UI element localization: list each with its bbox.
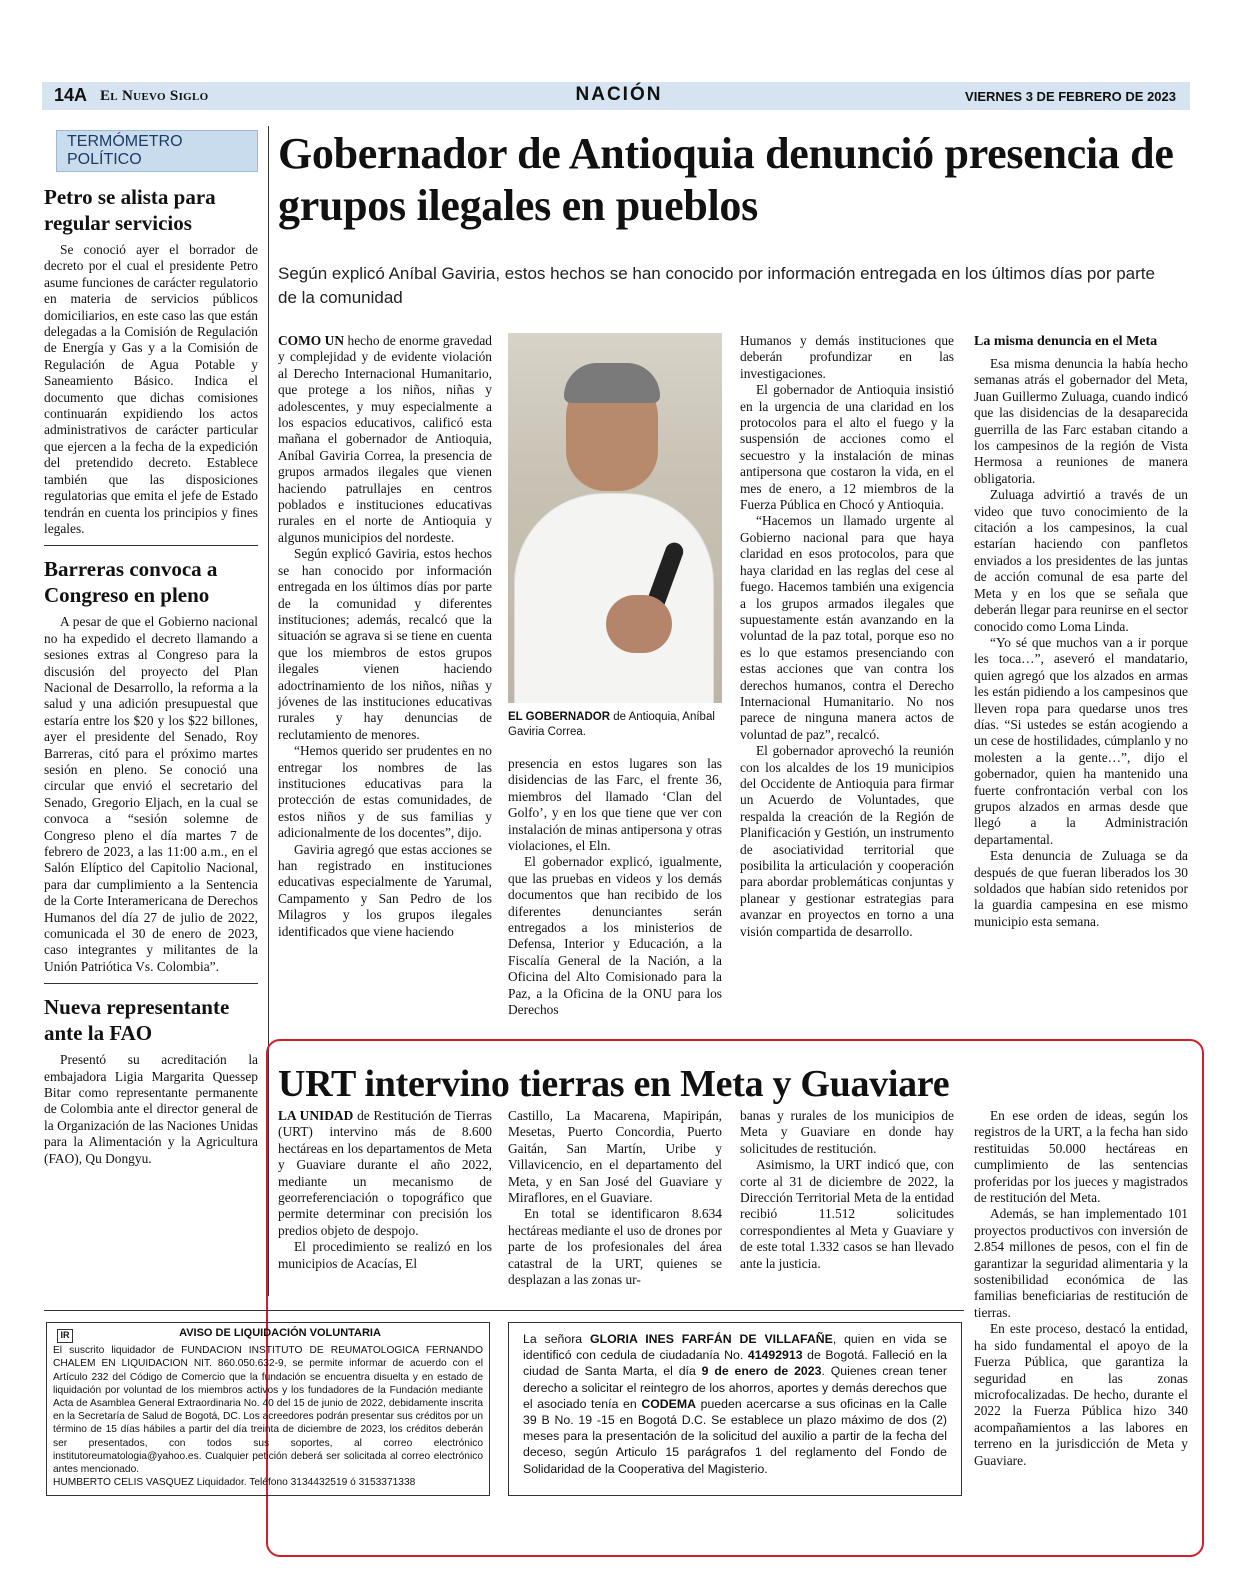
main-article-col-1 [278,333,492,940]
notice-body: El suscrito liquidador de FUNDACION INSTITUTO DE REUMATOLOGICA FERNANDO CHALEM EN LIQUIDACION NIT. 860.050.632-9, se permite informar de acuerdo con el Artículo 232 del Código de Comercio que la fundación se encuentra disuelta y en estado de liquidación por voluntad de los miembros activos y los fundadores de la Fundación mediante Acta de Asamblea General Extraordinaria No. 40 del 15 de junio de 2022, debidamente inscrita en la Secretaría de Salud de Bogotá, DC. Los acreedores podrán presentar sus créditos por un término de 15 días hábiles a partir del día treinta de diciembre de 2023, los créditos deberán ser presentados, con todos sus soportes, al correo electrónico institutoreumatologia@yahoo.es. Cualquier petición deberá ser solicitada al correo electrónico antes mencionado. [53,1345,483,1476]
article-paragraph: El gobernador aprovechó la reunión con los alcaldes de los 19 municipios del Occidente de Antioquia para firmar un Acuerdo de Voluntades, que respalda la creación de la Región de Planificación y Gestión, un instrumento de asociatividad territorial que posibilita la articulación y cooperación para abordar problemáticas conjuntas y planear y gestionar estrategias para avanzar en proyectos en torno a una visión compartida de desarrollo. [740,743,954,939]
sidebar-story [44,556,258,975]
sidebar-story [44,184,258,537]
article-lead: COMO UN [278,333,345,348]
article-text: hecho de enorme gravedad y complejidad y de evidente violación al Derecho Internacional Humanitario, que protege a los niños, niñas y adolescentes, y muy especialmente a los espacios educativos, calificó esta mañana el gobernador de Antioquia, Aníbal Gaviria Correa, la presencia de grupos armados ilegales que vienen haciendo patrullajes en centros poblados e instituciones educativas rurales en el norte de Antioquia y algunos municipios del nordeste. [278,333,492,545]
sidebar-story-body: Presentó su acreditación la embajadora Ligia Margarita Quessep Bitar como representante permanente de Colombia ante el director general de la Organización de las Naciones Unidas para la Alimentación y la Agricultura (FAO), Qu Dongyu. [44,1052,258,1166]
termometro-politico-sidebar [44,130,258,1167]
main-article-col-4 [974,333,1188,930]
article-paragraph [278,333,492,546]
urt-article-col-1 [278,1108,492,1272]
main-headline: Gobernador de Antioquia denunció presencia de grupos ilegales en pueblos [278,129,1174,230]
caption-lead: EL GOBERNADOR [508,711,611,723]
urt-article-col-4 [974,1108,1188,1469]
foundation-logo-icon: IR [57,1329,73,1343]
article-paragraph: En este proceso, destacó la entidad, ha sido fundamental el apoyo de la Fuerza Pública, que garantiza la seguridad en las zonas microfocalizadas. De hecho, durante el 2022 la Fuerza Pública hizo 340 acompañamientos a las labores en terreno en la jurisdicción de Meta y Guaviare. [974,1321,1188,1468]
urt-article-col-2 [508,1108,722,1288]
notice-text: La señora [523,1332,591,1346]
notice-signature: HUMBERTO CELIS VASQUEZ Liquidador. Teléfono 3134432519 ó 3153371338 [53,1477,416,1489]
sidebar-story-body: A pesar de que el Gobierno nacional no ha expedido el decreto llamando a sesiones extras al Congreso para la discusión del proyecto del Plan Nacional de Desarrollo, la reforma a la salud y una adición presupuestal que estaría entre los $20 y los $22 billones, ayer el presidente del Senado, Roy Barreras, citó para el próximo martes sesión en pleno. Se conoció una circular que envió el secretario del Senado, Gregorio Eljach, en la cual se convoca a “sesión solemne de Congreso pleno el día martes 7 de febrero de 2023, a las 11:00 a.m., en el Salón Elíptico del Capitolio Nacional, para dar cumplimiento a la Sentencia de la Corte Interamericana de Derechos Humanos del día 27 de julio de 2022, comunicada el 30 de enero de 2023, caso integrantes y militantes de la Unión Patriótica Vs. Colombia”. [44,614,258,974]
urt-headline: URT intervino tierras en Meta y Guaviare [278,1063,950,1105]
sidebar-story-title: Barreras convoca a Congreso en pleno [44,557,218,608]
article-paragraph: “Hacemos un llamado urgente al Gobierno nacional para que haya claridad en esos protocolos, para que haya claridad en las reglas del cese al fuego. Hacemos también una exigencia a los grupos armados ilegales que supuestamente están avanzando en la voluntad de la paz total, porque eso no es lo que estamos presenciando con estas acciones que van contra los derechos humanos, contra el Derecho Internacional Humanitario. No nos parece de ninguna manera actos de voluntad de paz”, recalcó. [740,513,954,742]
notice-text: de Bogotá. Falleció en la ciudad de Santa Marta, el día [523,1348,947,1379]
organization-name: CODEMA [641,1396,696,1411]
article-paragraph: Asimismo, la URT indicó que, con corte al 31 de diciembre de 2022, la Dirección Territorial Meta de la entidad recibió 11.512 solicitudes correspondientes al Meta y Guaviare y de este total 1.332 casos se han llevado ante la justicia. [740,1157,954,1271]
article-subhead: La misma denuncia en el Meta [974,334,1158,349]
liquidation-notice [46,1322,490,1496]
article-paragraph: En ese orden de ideas, según los registros de la URT, a la fecha han sido restituidas 50.000 hectáreas en cumplimiento de las sentencias proferidas por los jueces y magistrados de restitución del Meta. [974,1108,1188,1206]
article-paragraph: Humanos y demás instituciones que deberán profundizar en las investigaciones. [740,333,954,381]
article-paragraph: El gobernador explicó, igualmente, que las pruebas en videos y los demás documentos que han recibido de los diferentes denunciantes serán entregados a los ministerios de Defensa, Interior y Educación, a la Fiscalía General de la Nación, a la Oficina del Alto Comisionado para la Paz, a la Oficina de la ONU para los Derechos [508,854,722,1018]
section-name: NACIÓN [575,84,663,105]
article-paragraph: El procedimiento se realizó en los municipios de Acacías, El [278,1239,492,1271]
article-paragraph: El gobernador de Antioquia insistió en la urgencia de una claridad en los protocolos para el alto el fuego y la suspensión de acciones como el secuestro y la instalación de minas antipersona que costaron la vida, en el mes de enero, a 12 miembros de la Fuerza Pública en Chocó y Antioquia. [740,382,954,513]
article-paragraph: presencia en estos lugares son las disidencias de las Farc, el frente 36, miembros del llamado ‘Clan del Golfo’, y en los que tiene que ver con instalación de minas antipersona y otras violaciones, el Eln. [508,756,722,854]
divider [44,983,258,984]
sidebar-story-title: Nueva representante ante la FAO [44,995,230,1046]
article-paragraph: Según explicó Gaviria, estos hechos se han conocido por información entregada en los últimos días por parte de la comunidad y diferentes instituciones; además, recalcó que la situación se agrava si se tiene en cuenta que los miembros de estos grupos ilegales vienen haciendo adoctrinamiento de los niños, niñas y jóvenes de las instituciones educativas rurales y hay denuncias de reclutamiento de menores. [278,546,492,742]
article-paragraph: En total se identificaron 8.634 hectáreas mediante el uso de drones por parte de los profesionales del área catastral de la URT, quienes se desplazan a las zonas ur- [508,1206,722,1288]
newspaper-name: El Nuevo Siglo [100,88,209,104]
divider [44,1310,964,1311]
notice-text: . Quienes crean tener derecho a solicitar el reintegro de los ahorros, aportes y demás derechos que el asociado tenía en [523,1364,947,1411]
id-number: 41492913 [747,1348,803,1363]
main-article-col-3 [740,333,954,940]
caption-text: de Antioquia, Aníbal Gaviria Correa. [508,711,715,738]
divider [44,545,258,546]
article-paragraph: Esta denuncia de Zuluaga se da después de que fueran liberados los 30 soldados que habían sido retenidos por la guardia campesina en ese mismo municipio esta semana. [974,848,1188,929]
article-paragraph: “Yo sé que muchos van a ir porque les toca…”, aseveró el mandatario, quien agregó que los alzados en armas les están pidiendo a los campesinos que lleven ropa para quedarse unos tres días. “Si ustedes se están acogiendo a un cese de hostilidades, cúmplanlo y no molesten a la gente…”, dijo el gobernador, quien ha mantenido una fuerte confrontación verbal con los grupos alzados en armas desde que llegó a la Administración departamental. [974,634,1188,847]
photo-caption [508,710,722,740]
article-lead: LA UNIDAD [278,1108,354,1123]
sidebar-story [44,994,258,1167]
deceased-name: GLORIA INES FARFÁN DE VILLAFAÑE [590,1332,833,1346]
article-paragraph [278,1108,492,1239]
article-paragraph: Además, se han implementado 101 proyectos productivos con inversión de 2.854 millones de pesos, con el fin de garantizar la seguridad alimentaria y la sostenibilidad económica de las familias beneficiarias de restitución de tierras. [974,1206,1188,1320]
page-number: 14A [54,85,88,105]
main-subheadline: Según explicó Aníbal Gaviria, estos hechos se han conocido por información entregada en los últimos días por parte de la comunidad [278,264,1155,307]
issue-date: VIERNES 3 DE FEBRERO DE 2023 [965,89,1176,104]
sidebar-story-body: Se conoció ayer el borrador de decreto por el cual el presidente Petro asume funciones de carácter regulatorio en materia de servicios públicos domiciliarios, en este caso las que están delegadas a la Comisión de Regulación de Energía y Gas y a la Comisión de Regulación de Agua Potable y Saneamiento Básico. Indica el documento que dichas comisiones continuarán expidiendo los actos administrativos de carácter particular que ejercen a la fecha de la expedición del pretendido decreto. Establece también que las disposiciones regulatorias que emita el jefe de Estado tendrán en cuenta los principios y fines legales. [44,242,258,536]
notice-text: pueden acercarse a sus oficinas en la Calle 39 B No. 19 -15 en Bogotá D.C. Se establece un plazo máximo de dos (2) meses para la presentación de la solicitud del auxilio a partir de la fecha del deceso, según Articulo 15 parágrafos 1 del reglamento del Fondo de Solidaridad de la Cooperativa del Magisterio. [523,1396,947,1476]
article-paragraph: Esa misma denuncia la había hecho semanas atrás el gobernador del Meta, Juan Guillermo Zuluaga, cuando indicó que las disidencias de la desaparecida guerrilla de las Farc estaban citando a los campesinos de la región de Vista Hermosa a reuniones de manera obligatoria. [974,356,1188,486]
article-paragraph: banas y rurales de los municipios de Meta y Guaviare en donde hay solicitudes de restitución. [740,1108,954,1156]
sidebar-tag: TERMÓMETRO POLÍTICO [56,130,258,172]
article-paragraph: “Hemos querido ser prudentes en no entregar los nombres de las instituciones educativas para la protección de estas comunidades, de estos niños y de sus familias y adicionalmente de los docentes”, dijo. [278,743,492,841]
article-paragraph: Castillo, La Macarena, Mapiripán, Mesetas, Puerto Concordia, Puerto Gaitán, San Martín, Uribe y Villavicencio, en el departamento del Meta, y en San José del Guaviare y Miraflores, en el Guaviare. [508,1108,722,1206]
notice-title: AVISO DE LIQUIDACIÓN VOLUNTARIA [179,1327,381,1339]
urt-article-col-3 [740,1108,954,1272]
main-article-col-2 [508,756,722,1019]
sidebar-story-title: Petro se alista para regular servicios [44,185,216,235]
governor-photo [508,333,722,703]
article-paragraph: Gaviria agregó que estas acciones se han registrado en instituciones educativas especialmente de Yarumal, Campamento y San Pedro de los Milagros y los grupos ilegales identificados que viene haciendo [278,841,492,939]
death-date: 9 de enero de 2023 [701,1364,822,1379]
article-paragraph: Zuluaga advirtió a través de un video que tuvo conocimiento de la citación a los campesinos, la cual estarían haciendo con panfletos enviados a los presidentes de las juntas de acción comunal de esa parte del Meta y en los que se señala que deberán llegar para reunirse en el sector conocido como Loma Linda. [974,487,1188,634]
article-text: de Restitución de Tierras (URT) intervino más de 8.600 hectáreas en los departamentos de Meta y Guaviare durante el año 2022, mediante un mecanismo de georreferenciación o topográfico que permite determinar con precisión los predios objeto de despojo. [278,1108,492,1238]
notice-text: , quien en vida se identificó con cedula de ciudadanía No. [523,1332,947,1363]
death-notice [508,1322,962,1496]
